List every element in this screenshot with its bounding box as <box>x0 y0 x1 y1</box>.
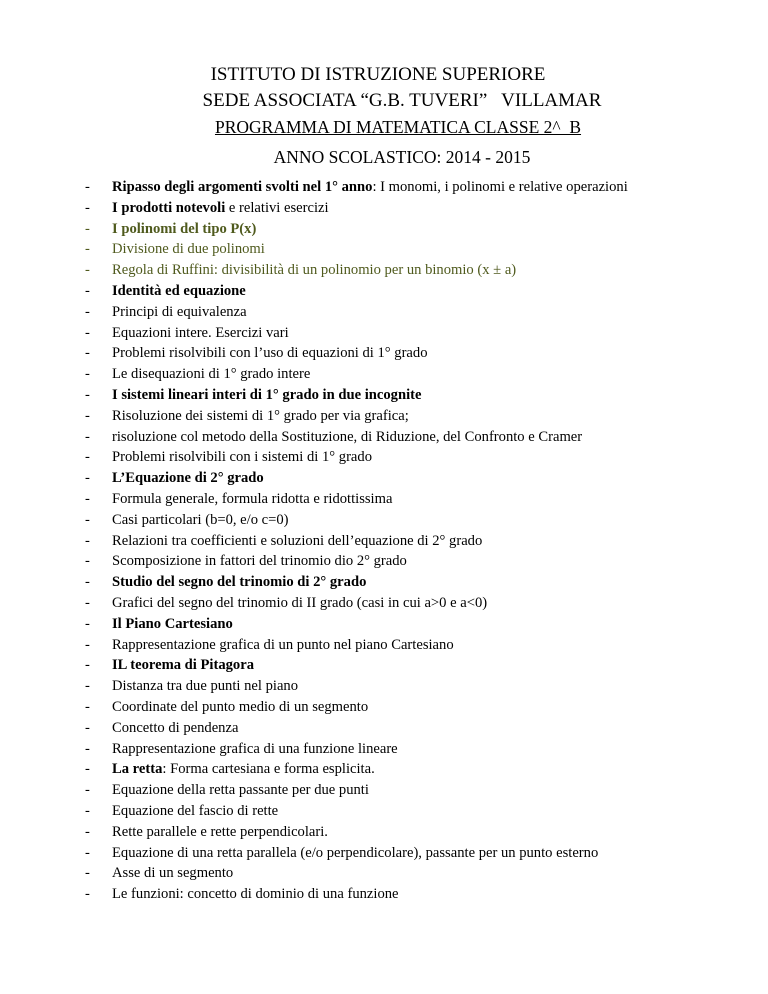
topic-text: Le funzioni: concetto di dominio di una funzione <box>112 886 399 903</box>
topic-text: Problemi risolvibili con l’uso di equazioni di 1° grado <box>112 345 428 362</box>
bullet-dash: - <box>85 179 90 195</box>
topic-item <box>85 323 757 344</box>
topic-item <box>85 739 757 760</box>
bullet-dash: - <box>85 782 90 799</box>
bullet-dash: - <box>85 761 90 778</box>
school-name: ISTITUTO DI ISTRUZIONE SUPERIORE <box>210 64 546 85</box>
topic-text: Rappresentazione grafica di una funzione lineare <box>112 740 398 757</box>
topic-text: Scomposizione in fattori del trinomio dio 2° grado <box>112 553 407 570</box>
school-branch: SEDE ASSOCIATA “G.B. TUVERI” VILLAMAR <box>202 90 602 111</box>
bullet-dash: - <box>85 220 90 237</box>
topic-text: Concetto di pendenza <box>112 719 239 736</box>
bullet-dash: - <box>85 553 90 570</box>
topic-heading: I polinomi del tipo P(x) <box>112 220 257 237</box>
bullet-dash: - <box>85 823 90 840</box>
topic-text: Rappresentazione grafica di un punto nel piano Cartesiano <box>112 636 454 653</box>
topic-item <box>85 406 757 427</box>
topic-text: Equazione della retta passante per due punti <box>112 782 369 799</box>
bullet-dash: - <box>85 303 90 320</box>
topic-text: : Forma cartesiana e forma esplicita. <box>162 761 375 778</box>
topic-heading: Identità ed equazione <box>112 282 246 299</box>
topic-heading: I sistemi lineari interi di 1° grado in due incognite <box>112 386 422 403</box>
topic-item <box>85 676 757 697</box>
topic-text: Equazioni intere. Esercizi vari <box>112 324 289 341</box>
bullet-dash: - <box>85 428 90 445</box>
topic-item <box>85 302 757 323</box>
topic-item <box>85 593 757 614</box>
topic-heading: Ripasso degli argomenti svolti nel 1° anno <box>112 179 373 195</box>
topic-heading: Studio del segno del trinomio di 2° grado <box>112 574 367 591</box>
bullet-dash: - <box>85 407 90 424</box>
bullet-dash: - <box>85 698 90 715</box>
topic-item <box>85 780 757 801</box>
bullet-dash: - <box>85 657 90 674</box>
bullet-dash: - <box>85 324 90 341</box>
program-title: PROGRAMMA DI MATEMATICA CLASSE 2^ B <box>214 117 582 137</box>
topic-text: Risoluzione dei sistemi di 1° grado per via grafica; <box>112 407 409 424</box>
bullet-dash: - <box>85 865 90 882</box>
document-header <box>0 62 768 170</box>
topic-item <box>85 447 757 468</box>
topic-item <box>85 635 757 656</box>
topic-item <box>85 759 757 780</box>
bullet-dash: - <box>85 636 90 653</box>
topic-text: Regola di Ruffini: divisibilità di un polinomio per un binomio (x ± a) <box>112 262 517 279</box>
bullet-dash: - <box>85 490 90 507</box>
topic-list <box>85 177 757 905</box>
bullet-dash: - <box>85 345 90 362</box>
topic-item <box>85 863 757 884</box>
topic-text: Asse di un segmento <box>112 865 234 882</box>
school-year: ANNO SCOLASTICO: 2014 - 2015 <box>273 147 531 167</box>
bullet-dash: - <box>85 802 90 819</box>
topic-item <box>85 531 757 552</box>
topic-text: risoluzione col metodo della Sostituzione, di Riduzione, del Confronto e Cramer <box>112 428 583 445</box>
bullet-dash: - <box>85 366 90 383</box>
topic-item <box>85 281 757 302</box>
topic-text: Formula generale, formula ridotta e ridottissima <box>112 490 393 507</box>
topic-item <box>85 843 757 864</box>
bullet-dash: - <box>85 719 90 736</box>
topic-text: Distanza tra due punti nel piano <box>112 678 299 695</box>
topic-item <box>85 718 757 739</box>
bullet-dash: - <box>85 886 90 903</box>
topic-item <box>85 385 757 406</box>
topic-item <box>85 489 757 510</box>
topic-text: Divisione di due polinomi <box>112 241 265 258</box>
bullet-dash: - <box>85 574 90 591</box>
topic-heading: La retta <box>112 761 163 778</box>
bullet-dash: - <box>85 470 90 487</box>
topic-heading: I prodotti notevoli <box>112 199 226 216</box>
topic-item <box>85 697 757 718</box>
topic-item <box>85 510 757 531</box>
topic-item <box>85 239 757 260</box>
topic-item <box>85 801 757 822</box>
topic-text: Principi di equivalenza <box>112 303 247 320</box>
bullet-dash: - <box>85 844 90 861</box>
topic-text: Equazione del fascio di rette <box>112 802 279 819</box>
bullet-dash: - <box>85 449 90 466</box>
bullet-dash: - <box>85 386 90 403</box>
topic-item <box>85 468 757 489</box>
topic-text: Le disequazioni di 1° grado intere <box>112 366 311 383</box>
topic-item <box>85 219 757 240</box>
topic-item <box>85 884 757 905</box>
topic-text: Casi particolari (b=0, e/o c=0) <box>112 511 289 528</box>
topic-text: Problemi risolvibili con i sistemi di 1° grado <box>112 449 372 466</box>
bullet-dash: - <box>85 594 90 611</box>
topic-text: e relativi esercizi <box>225 199 329 216</box>
topic-text: Relazioni tra coefficienti e soluzioni dell’equazione di 2° grado <box>112 532 483 549</box>
bullet-dash: - <box>85 678 90 695</box>
topic-item <box>85 427 757 448</box>
topic-item <box>85 198 757 219</box>
bullet-dash: - <box>85 532 90 549</box>
topic-heading: IL teorema di Pitagora <box>112 657 254 674</box>
topic-item <box>85 177 757 198</box>
topic-item <box>85 343 757 364</box>
topic-item <box>85 822 757 843</box>
topic-item <box>85 260 757 281</box>
topic-text: Coordinate del punto medio di un segmento <box>112 698 369 715</box>
bullet-dash: - <box>85 241 90 258</box>
topic-item <box>85 364 757 385</box>
topic-text: Grafici del segno del trinomio di II grado (casi in cui a>0 e a<0) <box>112 594 488 611</box>
topic-heading: L’Equazione di 2° grado <box>112 470 264 487</box>
topic-item <box>85 572 757 593</box>
topic-item <box>85 655 757 676</box>
bullet-dash: - <box>85 511 90 528</box>
bullet-dash: - <box>85 740 90 757</box>
topic-text: : I monomi, i polinomi e relative operazioni <box>372 179 628 195</box>
topic-heading: Il Piano Cartesiano <box>112 615 233 632</box>
topic-item <box>85 614 757 635</box>
topic-text: Rette parallele e rette perpendicolari. <box>112 823 328 840</box>
bullet-dash: - <box>85 262 90 279</box>
topic-item <box>85 551 757 572</box>
bullet-dash: - <box>85 615 90 632</box>
bullet-dash: - <box>85 199 90 216</box>
bullet-dash: - <box>85 282 90 299</box>
topic-text: Equazione di una retta parallela (e/o perpendicolare), passante per un punto esterno <box>112 844 599 861</box>
